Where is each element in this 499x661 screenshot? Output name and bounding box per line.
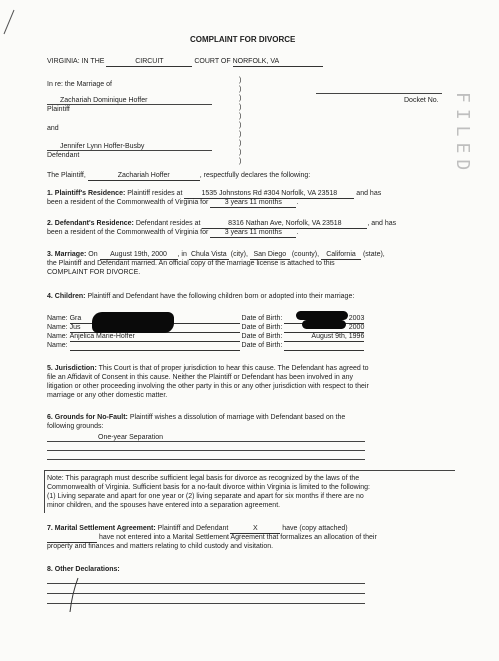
note-line1: Note: This paragraph must describe sufficient legal basis for divorce as recognized by the laws of the [47,475,360,482]
docket-label: Docket No. [404,97,439,104]
section-7-line3: property and finances and matters relating to child custody and visitation. [47,543,274,550]
marriage-date: August 19th, 2000 [100,250,178,260]
section-6-line1 [47,413,345,422]
section-1-heading: 1. Plaintiff's Residence: [47,190,126,197]
section-1-text-c: been a resident of the Commonwealth of Virginia for [47,199,209,206]
section-5-line1 [47,364,369,373]
section-3-line3: COMPLAINT FOR DIVORCE. [47,269,141,276]
defendant-address: 8316 Nathan Ave, Norfolk, VA 23518 [202,219,367,229]
section-3-city-label: (city), [230,251,248,258]
plaintiff-name: Zachariah Dominique Hoffer [60,97,148,104]
section-4-text: Plaintiff and Defendant have the following children born or adopted into their marriage: [87,293,355,300]
child-name-3: Anjelica Marie-Hoffer [70,332,240,342]
section-2-text-c: been a resident of the Commonwealth of Virginia for [47,229,209,236]
child-dob-1: 2003 [284,314,364,324]
declarations-line-1 [47,583,365,584]
marriage-state: California [321,250,361,260]
grounds-line-1 [47,441,365,442]
section-2-heading: 2. Defendant's Residence: [47,220,134,227]
section-7-heading: 7. Marital Settlement Agreement: [47,525,156,532]
child-name-label: Name: [47,315,68,322]
child-name-label: Name: [47,324,68,331]
section-5-heading: 5. Jurisdiction: [47,365,97,372]
section-3-heading: 3. Marriage: [47,251,87,258]
grounds-line-2 [47,450,365,451]
caption-brackets: ) ) ) ) ) ) ) ) ) ) [239,77,242,165]
section-7-text-c: have not entered into a Marital Settlement Agreement that formalizes an allocation of their [98,534,377,541]
redaction-dob-2 [302,320,346,329]
plaintiff-name-line [47,104,212,105]
section-6-heading: 6. Grounds for No-Fault: [47,414,128,421]
child-name-label: Name: [47,333,68,340]
court-line [47,57,323,67]
grounds-line-3 [47,459,365,460]
section-1-line2 [47,198,298,208]
defendant-label: Defendant [47,152,80,159]
document-title: COMPLAINT FOR DIVORCE [190,35,296,44]
plaintiff-address: 1535 Johnstons Rd #304 Norfolk, VA 23518 [184,189,354,199]
court-location: NORFOLK, VA [233,57,323,67]
marriage-city: Chula Vista [189,250,229,260]
docket-line [316,93,442,94]
section-3-state-label: (state), [362,251,385,258]
intro-name: Zachariah Hoffer [88,171,200,181]
section-4-heading: 4. Children: [47,293,86,300]
intro-suffix: , respectfully declares the following: [199,172,311,179]
redaction-dob-1 [296,311,348,320]
pen-stroke [64,576,84,616]
section-1-text-b: and has [356,190,382,197]
child-dob-label: Date of Birth: [241,324,283,331]
section-2-line2 [47,228,298,238]
section-8-heading: 8. Other Declarations: [47,566,120,573]
in-re-label: In re: the Marriage of [47,81,112,88]
child-dob-label: Date of Birth: [241,342,283,349]
pen-mark [0,0,20,40]
section-7-text-a: Plaintiff and Defendant [157,525,229,532]
intro-prefix: The Plaintiff, [47,172,86,179]
note-line2: Commonwealth of Virginia. Sufficient basis for a no-fault divorce within Virginia is limited to the following: [47,484,370,491]
note-line3: (1) Living separate and apart for one year or (2) living separate and apart for six months if there are no [47,493,364,500]
section-6-line1-text: Plaintiff wishes a dissolution of marriage with Defendant based on the [129,414,346,421]
child-dob-label: Date of Birth: [241,333,283,340]
state-label: VIRGINIA: IN THE [47,58,105,65]
grounds-value: One-year Separation [98,434,163,441]
child-dob-3: August 9th, 1996 [284,332,364,342]
child-dob-4 [284,341,364,351]
section-3-county-label: (county), [291,251,320,258]
child-dob-label: Date of Birth: [241,315,283,322]
section-3-line2: the Plaintiff and Defendant married. An official copy of the marriage license is attached to this [47,260,335,267]
plaintiff-residency-duration: 3 years 11 months [210,198,296,208]
and-label: and [47,125,59,132]
section-2-text-b: , and has [367,220,397,227]
section-1-period: . [296,199,299,206]
section-2-period: . [296,229,299,236]
section-5-line4: marriage or any other domestic matter. [47,392,168,399]
court-type: CIRCUIT [106,57,192,67]
court-of-label: COURT OF [194,58,231,65]
agreement-have-mark: X [230,524,280,534]
section-3-on: On [88,251,98,258]
intro-line [47,171,310,181]
child-row-4 [47,341,364,351]
note-line4: minor children, and the spouses have entered into a separation agreement. [47,502,281,509]
declarations-line-2 [47,593,365,594]
child-name-4 [70,341,240,351]
defendant-residency-duration: 3 years 11 months [210,228,296,238]
section-5-line2: file an Affidavit of Consent in this cause. Neither the Plaintiff or Defendant has been involved in any [47,374,353,381]
plaintiff-label: Plaintiff [47,106,70,113]
section-5-line1-text: This Court is that of proper jurisdiction to hear this cause. The Defendant has agreed to [98,365,369,372]
child-dob-2: 2000 [284,323,364,333]
redaction-name-1 [92,312,174,333]
section-4-line1 [47,292,354,301]
section-1-text-a: Plaintiff resides at [127,190,183,197]
defendant-name: Jennifer Lynn Hoffer-Busby [60,143,145,150]
section-3-in: , in [177,251,187,258]
declarations-line-3 [47,603,365,604]
marriage-county: San Diego [250,250,290,260]
child-name-1-start: Gra [69,315,82,322]
section-7-text-b: have (copy attached) [282,525,348,532]
child-name-label: Name: [47,342,68,349]
section-6-line2: following grounds: [47,423,104,430]
section-2-text-a: Defendant resides at [135,220,201,227]
section-5-line3: litigation or other proceeding involving the other party in this or any other jurisdiction with respect to their [47,383,369,390]
child-name-2-start: Jus [69,324,81,331]
filed-stamp: FILED [452,92,473,177]
